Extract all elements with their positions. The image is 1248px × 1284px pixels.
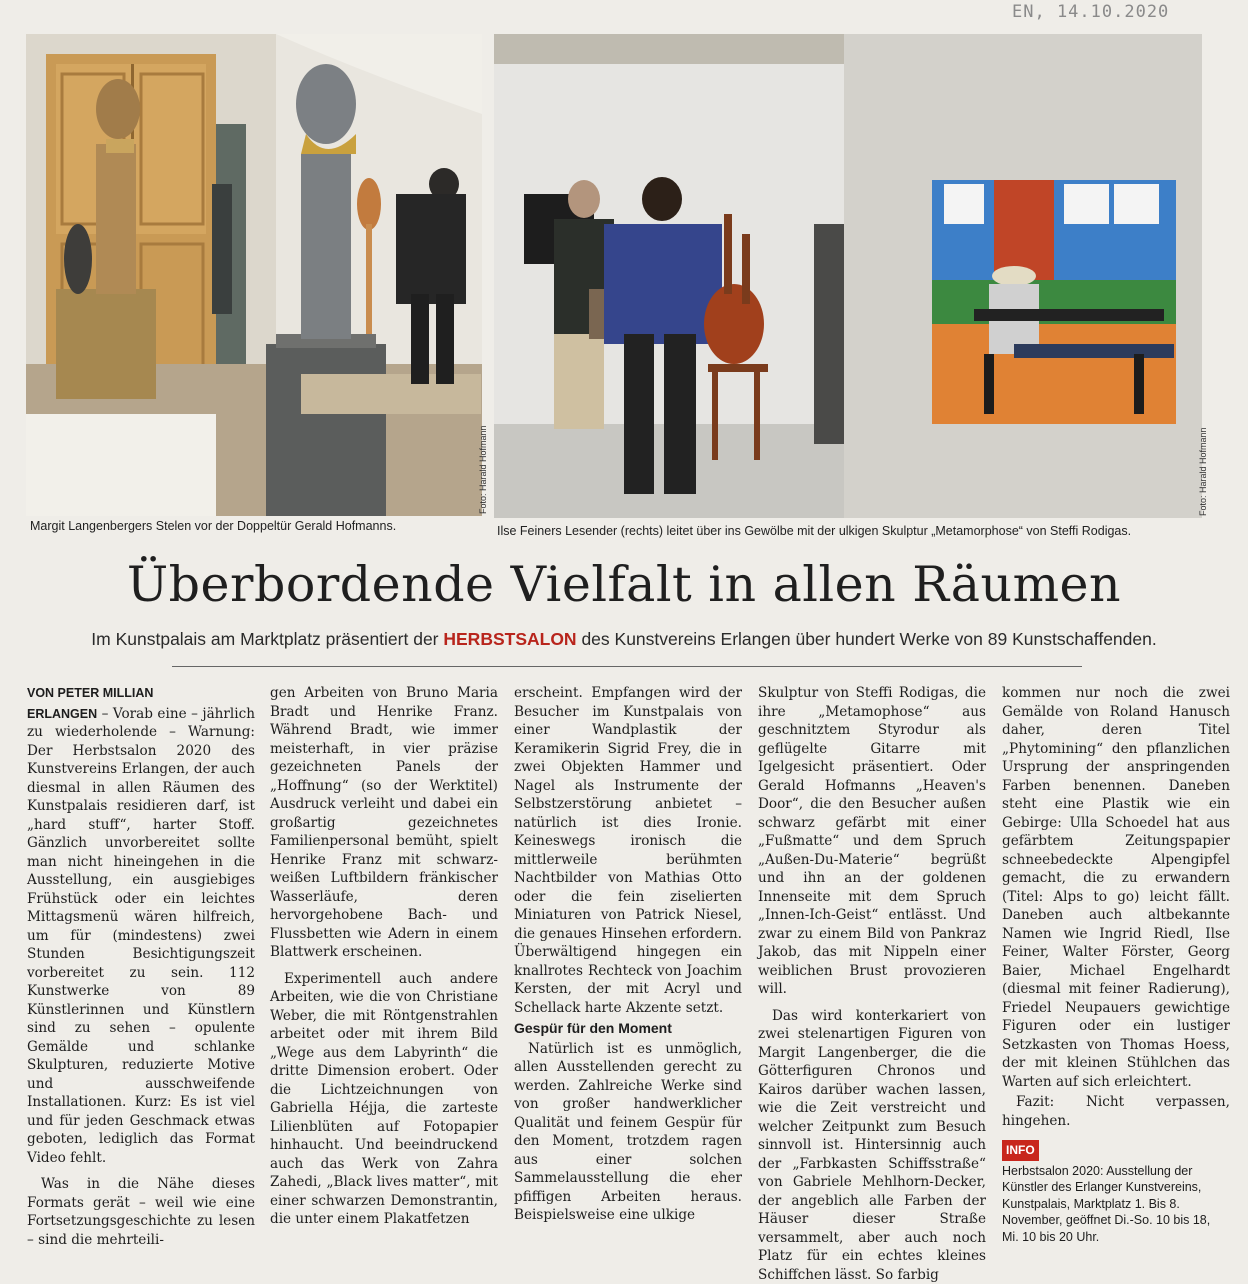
handwritten-date-note: EN, 14.10.2020 [1012,2,1202,28]
article-column-2 [270,684,498,1229]
article-column-5 [1002,684,1230,1245]
subline-highlight: HERBSTSALON [443,629,576,649]
dateline: ERLANGEN [27,707,97,721]
article-column-4 [758,684,986,1284]
subline-text: Im Kunstpalais am Marktplatz präsentiert der [91,629,443,649]
paragraph: erscheint. Empfangen wird der Besucher im Kunstpalais von einer Wandplastik der Keramikerin Sigrid Frey, die in zwei Objekten Hammer und Nagel als Instrumente der Selbstzerstörung anbietet – natürlich ist dies Ironie. Keineswegs ironisch die mittlerweile berühmten Nachtbilder von Mathias Otto oder die fein ziselierten Miniaturen von Patrick Niesel, die genaues Hinsehen erfordern. Überwältigend hingegen ein knallrotes Rechteck von Joachim Kersten, der mit Acryl und Schellack harte Akzente setzt. [514,684,742,1017]
subline-text: des Kunstvereins Erlangen über hundert Werke von 89 Kunstschaffenden. [577,629,1157,649]
paragraph: Skulptur von Steffi Rodigas, die ihre „Metamophose“ aus geschnitztem Styrodur als geflügelte Gitarre mit Igelgesicht präsentiert. Oder Gerald Hofmanns „Heaven's Door“, die den Besucher außen schwarz gefärbt mit einer „Fußmatte“ und dem Spruch „Außen-Du-Materie“ begrüßt und ihn an der goldenen Innenseite mit dem Spruch „Innen-Ich-Geist“ entlässt. Und zwar zu einem Bild von Pankraz Jakob, das mit Nippeln einer weiblichen Brust provozieren will. [758,684,986,999]
info-text: Herbstsalon 2020: Ausstellung der Künstler des Erlanger Kunstvereins, Kunstpalais, Marktplatz 1. Bis 8. November, geöffnet Di.-So. 10 bis 18, Mi. 10 bis 20 Uhr. [1002,1163,1230,1246]
paragraph: Natürlich ist es unmöglich, allen Ausstellenden gerecht zu werden. Zahlreiche Werke sind von großer handwerklicher Qualität und feinem Gespür für den Moment, trotzdem ragen aus einer solchen Sammelausstellung die eher pfiffigen Arbeiten heraus. Beispielsweise eine ulkige [514,1040,742,1225]
photo-caption: Margit Langenbergers Stelen vor der Doppeltür Gerald Hofmanns. [30,519,396,533]
paragraph: Experimentell auch andere Arbeiten, wie die von Christiane Weber, die mit Röntgenstrahlen arbeitet oder mit ihrem Bild „Wege aus dem Labyrinth“ die dritte Dimension erobert. Oder die Lichtzeichnungen von Gabriella Héjja, die zarteste Lilienblüten auf Fotopapier hinhaucht. Und beeindruckend auch das Werk von Zahra Zahedi, „Black lives matter“, mit einer schwarzen Demonstrantin, die unter einem Plakatfetzen [270,970,498,1229]
paragraph [27,705,255,1168]
photo-caption: Ilse Feiners Lesender (rechts) leitet über ins Gewölbe mit der ulkigen Skulptur „Metamorphose“ von Steffi Rodigas. [497,524,1131,538]
byline: VON PETER MILLIAN [27,684,255,703]
info-box [1002,1134,1230,1161]
paragraph-text: – Vorab eine – jährlich zu wiederholende – Warnung: Der Herbstsalon 2020 des Kunstvereins Erlangen, der auch diesmal in allen Räumen des Kunstpalais residieren darf, ist „hard stuff“, harter Stoff. Gänzlich unvorbereitet sollte man nicht hineingehen in die Ausstellung, ein ausgiebiges Frühstück oder ein leichtes Mittagsmenü wären hilfreich, um für (mindestens) zwei Stunden Besichtigungszeit vorbereitet zu sein. 112 Kunstwerke von 89 Künstlerinnen und Künstlern sind zu sehen – opulente Gemälde und schlanke Skulpturen, reduzierte Motive und ausschweifende Installationen. Kurz: Es ist viel und für jeden Geschmack etwas geboten, lediglich das Format Video fehlt. [27,706,255,1166]
subheading: Gespür für den Moment [514,1019,742,1038]
divider [172,666,1082,667]
paragraph: kommen nur noch die zwei Gemälde von Roland Hanusch daher, deren Titel „Phytomining“ den pflanzlichen Ursprung der anspringenden Farben benennen. Daneben steht eine Plastik wie ein Gebirge: Ulla Schoedel hat aus gefärbtem Zeitungspapier schneebedeckte Alpengipfel gemacht, die zu erwandern (Titel: Alps to go) leicht fällt. Daneben auch altbekannte Namen wie Ingrid Riedl, Ilse Feiner, Walter Förster, Georg Baier, Michael Engelhardt (diesmal mit feiner Radierung), Friedel Neupauers gewichtige Figuren oder ein lustiger Setzkasten von Thomas Hoess, der mit kleinen Stühlchen das Warten auf sich erleichtert. [1002,684,1230,1091]
article-headline: Überbordende Vielfalt in allen Räumen [0,556,1248,613]
photo-visitors-illustration [494,34,1202,518]
article-column-1 [27,684,255,1249]
article-column-3 [514,684,742,1225]
paragraph: Fazit: Nicht verpassen, hingehen. [1002,1093,1230,1130]
paragraph: Das wird konterkariert von zwei stelenartigen Figuren von Margit Langenberger, die die Götterfiguren Chronos und Kairos darüber wachen lassen, wie die Zeit verstreicht und welcher Zeitpunkt zum Besuch sinnvoll ist. Hintersinnig auch der „Farbkasten Schiffsstraße“ von Gabriele Mehlhorn-Decker, der angeblich alle Farben der Häuser dieser Straße versammelt, aber auch noch Platz für ein echtes kleines Schiffchen lässt. So farbig [758,1007,986,1284]
photo-sculptures-illustration [26,34,482,516]
info-badge: INFO [1002,1140,1039,1161]
paragraph: Was in die Nähe dieses Formats gerät – weil wie eine Fortsetzungsgeschichte zu lesen – sind die mehrteili- [27,1175,255,1249]
paragraph: gen Arbeiten von Bruno Maria Bradt und Henrike Franz. Während Bradt, wie immer meisterhaft, in vier präzise gezeichneten Panels der „Hoffnung“ (so der Werktitel) Ausdruck verleiht und dabei ein großartig gezeichnetes Familienpersonal bemüht, spielt Henrike Franz mit schwarz-weißen Luftbildern fränkischer Wasserläufe, deren hervorgehobene Bach- und Flussbetten wie Adern in einem Blattwerk erscheinen. [270,684,498,962]
photo-credit: Foto: Harald Hofmann [1198,427,1208,516]
photo-sculptures-door [26,34,482,516]
photo-credit: Foto: Harald Hofmann [478,425,488,514]
article-subline [0,629,1248,650]
photo-visitors-painting [494,34,1202,518]
